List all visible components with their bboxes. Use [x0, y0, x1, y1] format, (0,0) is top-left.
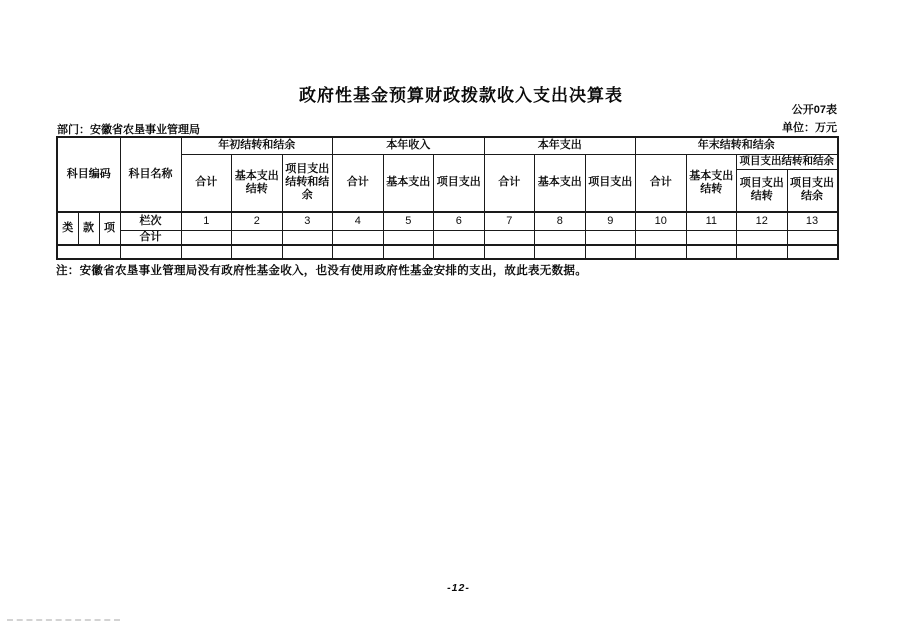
- table-code-label: 公开07表: [791, 104, 837, 116]
- column-number-row: [57, 212, 838, 230]
- empty-cell-10: [636, 245, 687, 259]
- total-row: [57, 230, 838, 245]
- empty-cell-11: [686, 245, 737, 259]
- header-expense-basic: 基本支出: [535, 154, 586, 212]
- header-subject-name: 科目名称: [120, 137, 181, 212]
- budget-table: [56, 136, 839, 260]
- col-number-7: 7: [484, 212, 535, 230]
- col-number-9: 9: [585, 212, 636, 230]
- total-cell-3: [282, 230, 333, 245]
- unit-label: 单位：万元: [782, 122, 837, 134]
- empty-cell-2: [232, 245, 283, 259]
- col-number-5: 5: [383, 212, 434, 230]
- col-number-8: 8: [535, 212, 586, 230]
- total-cell-6: [434, 230, 485, 245]
- header-income-basic: 基本支出: [383, 154, 434, 212]
- total-cell-11: [686, 230, 737, 245]
- total-row-label: 合计: [120, 230, 181, 245]
- code-subcol-class: 类: [57, 212, 78, 245]
- page-title: 政府性基金预算财政拨款收入支出决算表: [299, 86, 623, 105]
- scan-artifact-dashes: [7, 619, 120, 621]
- empty-data-row: [57, 245, 838, 259]
- empty-cell-9: [585, 245, 636, 259]
- header-group-year-expense: 本年支出: [484, 137, 636, 154]
- header-group-begin-balance: 年初结转和结余: [181, 137, 333, 154]
- empty-code-cell: [57, 245, 120, 259]
- col-number-1: 1: [181, 212, 232, 230]
- col-number-12: 12: [737, 212, 788, 230]
- empty-cell-5: [383, 245, 434, 259]
- header-income-project: 项目支出: [434, 154, 485, 212]
- total-cell-10: [636, 230, 687, 245]
- header-expense-project: 项目支出: [585, 154, 636, 212]
- code-subcol-section: 款: [78, 212, 99, 245]
- header-end-basic-carryover: 基本支出结转: [686, 154, 737, 212]
- col-number-2: 2: [232, 212, 283, 230]
- header-group-year-income: 本年收入: [333, 137, 485, 154]
- empty-cell-12: [737, 245, 788, 259]
- header-begin-basic-carryover: 基本支出结转: [232, 154, 283, 212]
- total-cell-13: [787, 230, 838, 245]
- header-expense-total: 合计: [484, 154, 535, 212]
- col-number-10: 10: [636, 212, 687, 230]
- empty-name-cell: [120, 245, 181, 259]
- empty-cell-6: [434, 245, 485, 259]
- note-text: 注：安徽省农垦事业管理局没有政府性基金收入，也没有使用政府性基金安排的支出，故此表无数据。: [56, 265, 587, 277]
- header-end-project-subgroup: 项目支出结转和结余: [737, 154, 838, 169]
- header-begin-total: 合计: [181, 154, 232, 212]
- header-end-total: 合计: [636, 154, 687, 212]
- total-cell-4: [333, 230, 384, 245]
- header-subject-code: 科目编码: [57, 137, 120, 212]
- header-group-end-balance: 年末结转和结余: [636, 137, 838, 154]
- col-number-11: 11: [686, 212, 737, 230]
- total-cell-8: [535, 230, 586, 245]
- empty-cell-8: [535, 245, 586, 259]
- header-begin-project-carryover: 项目支出结转和结余: [282, 154, 333, 212]
- col-number-13: 13: [787, 212, 838, 230]
- total-cell-9: [585, 230, 636, 245]
- header-group-row: [57, 137, 838, 154]
- total-cell-5: [383, 230, 434, 245]
- header-income-total: 合计: [333, 154, 384, 212]
- empty-cell-7: [484, 245, 535, 259]
- total-cell-7: [484, 230, 535, 245]
- lanci-label: 栏次: [120, 212, 181, 230]
- page-number: -12-: [447, 582, 470, 594]
- col-number-3: 3: [282, 212, 333, 230]
- code-subcol-item: 项: [99, 212, 120, 245]
- total-cell-1: [181, 230, 232, 245]
- empty-cell-1: [181, 245, 232, 259]
- empty-cell-13: [787, 245, 838, 259]
- header-end-project-surplus: 项目支出结余: [787, 169, 838, 212]
- empty-cell-4: [333, 245, 384, 259]
- empty-cell-3: [282, 245, 333, 259]
- total-cell-12: [737, 230, 788, 245]
- department-label: 部门：安徽省农垦事业管理局: [57, 124, 200, 136]
- header-end-project-carryover: 项目支出结转: [737, 169, 788, 212]
- col-number-6: 6: [434, 212, 485, 230]
- total-cell-2: [232, 230, 283, 245]
- col-number-4: 4: [333, 212, 384, 230]
